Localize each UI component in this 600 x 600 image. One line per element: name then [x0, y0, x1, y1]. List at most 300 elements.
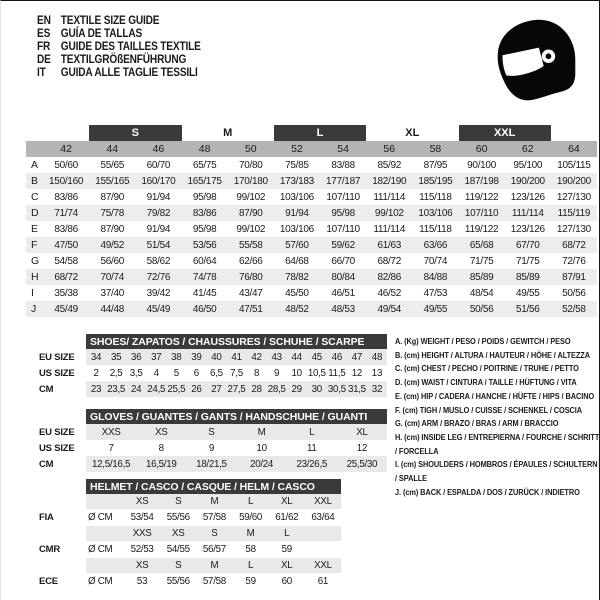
- language-row: [37, 40, 301, 53]
- measurement-key: F: [31, 239, 38, 251]
- textile-value: 103/106: [279, 191, 314, 203]
- legend-item: D. (cm) WAIST / CINTURA / TAILLE / HÜFTUNG / VITA: [395, 377, 577, 388]
- textile-value: 185/195: [418, 175, 453, 187]
- shoes-row-label: CM: [39, 383, 54, 395]
- textile-row: [26, 173, 597, 189]
- shoes-value: 28,5: [267, 383, 286, 395]
- textile-value: 84/88: [423, 271, 448, 283]
- textile-row: [26, 221, 597, 237]
- shoes-size-table: [86, 334, 387, 397]
- helmet-size-header: XL: [281, 496, 293, 507]
- textile-value: 68/72: [54, 271, 78, 283]
- textile-value: 83/86: [54, 191, 78, 203]
- textile-value: 70/74: [423, 255, 448, 267]
- textile-value: 107/110: [464, 207, 499, 219]
- helmet-size-header: L: [248, 560, 254, 571]
- helmet-size-table: [86, 479, 341, 590]
- language-title: GUIDA ALLE TAGLIE TESSILI: [60, 66, 198, 79]
- textile-value: 82/86: [377, 271, 401, 283]
- size-column-header: 44: [106, 143, 119, 155]
- shoes-value: 7,5: [230, 367, 243, 379]
- textile-value: 150/160: [49, 175, 84, 187]
- textile-value: 63/66: [423, 239, 448, 251]
- textile-value: 103/106: [418, 207, 453, 219]
- helmet-size-header: L: [248, 496, 254, 507]
- textile-value: 83/86: [192, 207, 217, 219]
- shoes-value: 39: [191, 351, 202, 363]
- shoes-value: 23,5: [107, 383, 126, 395]
- textile-value: 91/94: [285, 207, 309, 219]
- shoes-value: 40: [211, 351, 222, 363]
- helmet-size-header: M: [246, 528, 255, 539]
- textile-value: 119/122: [464, 223, 499, 235]
- textile-value: 61/63: [377, 239, 401, 251]
- textile-value: 127/130: [556, 191, 591, 203]
- shoes-value: 41: [231, 351, 242, 363]
- helmet-value: 52/53: [130, 544, 154, 555]
- textile-value: 87/90: [100, 191, 124, 203]
- measurement-key: E: [31, 223, 39, 235]
- shoes-value: 37: [151, 351, 162, 363]
- size-column-header: 58: [429, 143, 442, 155]
- gloves-value: 12,5/16,5: [91, 458, 131, 470]
- language-code: EN: [37, 14, 51, 27]
- textile-value: 55/58: [238, 239, 263, 251]
- textile-value: 72/76: [146, 271, 171, 283]
- size-column-header: 50: [244, 143, 257, 155]
- textile-row: [26, 205, 597, 221]
- textile-value: 60/64: [192, 255, 217, 267]
- textile-value: 49/54: [377, 303, 401, 315]
- shoes-value: 36: [131, 351, 142, 363]
- shoes-value: 45: [311, 351, 322, 363]
- shoes-value: 2,5: [109, 367, 123, 379]
- textile-value: 99/102: [374, 207, 404, 219]
- gloves-row-labels: [39, 424, 75, 472]
- legend-item: B. (cm) HEIGHT / ALTURA / HAUTEUR / HÖHE / ALTEZZA: [395, 349, 590, 360]
- textile-value: 45/49: [54, 303, 78, 315]
- textile-value: 111/114: [373, 191, 406, 203]
- measurement-key: G: [31, 255, 40, 267]
- gloves-value: XXS: [101, 426, 121, 438]
- textile-value: 35/38: [54, 287, 78, 299]
- textile-value: 76/80: [238, 271, 263, 283]
- textile-value: 49/52: [100, 239, 124, 251]
- shoes-value: 3,5: [129, 367, 143, 379]
- textile-value: 83/88: [331, 159, 355, 171]
- gloves-value: 25,5/30: [346, 458, 378, 470]
- gloves-us-row: [86, 440, 387, 456]
- textile-value: 58/62: [146, 255, 171, 267]
- measurement-key: I: [31, 287, 34, 299]
- helmet-size-header: S: [211, 528, 218, 539]
- textile-value: 127/130: [556, 223, 591, 235]
- language-title: GUÍA DE TALLAS: [60, 27, 143, 40]
- textile-value: 91/94: [146, 223, 171, 235]
- textile-value: 115/119: [557, 207, 591, 219]
- helmet-standard-ece: ECE: [39, 576, 58, 587]
- textile-value: 190/200: [556, 175, 591, 187]
- textile-value: 87/90: [238, 207, 263, 219]
- helmet-size-header: S: [175, 560, 182, 571]
- shoes-value: 47: [351, 351, 363, 363]
- textile-value: 85/92: [377, 159, 401, 171]
- shoes-value: 46: [331, 351, 342, 363]
- textile-value: 160/170: [141, 175, 176, 187]
- helmet-size-row: [86, 558, 341, 573]
- textile-size-table: [26, 125, 597, 317]
- language-title: GUIDE DES TAILLES TEXTILE: [60, 40, 201, 53]
- shoes-value: 30,5: [327, 383, 346, 395]
- gloves-value: XS: [155, 426, 168, 438]
- shoes-value: 24: [131, 383, 142, 395]
- textile-value: 51/56: [515, 303, 540, 315]
- helmet-size-header: M: [210, 496, 219, 507]
- size-column-header: 52: [291, 143, 303, 155]
- textile-value: 68/72: [377, 255, 401, 267]
- textile-value: 60/70: [146, 159, 171, 171]
- textile-value: 48/52: [285, 303, 309, 315]
- textile-value: 59/62: [331, 239, 355, 251]
- textile-value: 51/54: [146, 239, 171, 251]
- shoes-row-labels: [39, 349, 75, 397]
- textile-row: [26, 237, 597, 253]
- helmet-value: 63/64: [311, 512, 335, 523]
- language-code: IT: [37, 66, 46, 79]
- helmet-value-row: [86, 509, 341, 526]
- textile-value: 65/68: [469, 239, 494, 251]
- gloves-row-label: US SIZE: [39, 442, 75, 454]
- shoes-value: 6,5: [210, 367, 223, 379]
- diameter-unit-label: Ø CM: [88, 544, 113, 555]
- textile-value: 119/122: [464, 191, 499, 203]
- language-code: ES: [37, 27, 51, 40]
- shoes-value: 13: [371, 367, 383, 379]
- size-group-l: L: [274, 125, 366, 141]
- textile-value: 41/45: [192, 287, 217, 299]
- textile-value: 49/55: [515, 287, 540, 299]
- shoes-value: 35: [110, 351, 122, 363]
- shoes-rows: [86, 349, 387, 397]
- textile-value: 57/60: [285, 239, 309, 251]
- helmet-standard-labels: [39, 509, 60, 600]
- textile-value: 103/106: [279, 223, 314, 235]
- helmet-value: 61: [317, 576, 329, 587]
- shoes-value: 48: [371, 351, 383, 363]
- shoes-value: 8: [253, 367, 260, 379]
- gloves-size-table: [86, 409, 387, 472]
- helmet-size-header: S: [175, 496, 182, 507]
- textile-row: [26, 189, 597, 205]
- shoes-value: 34: [90, 351, 102, 363]
- textile-value: 85/89: [469, 271, 494, 283]
- helmet-value-row: [86, 573, 341, 590]
- helmet-value: 57/58: [202, 512, 226, 523]
- textile-value: 87/95: [423, 159, 448, 171]
- size-group-header-row: [26, 125, 597, 141]
- helmet-size-header: L: [284, 528, 290, 539]
- textile-value: 91/94: [146, 191, 171, 203]
- textile-value: 123/126: [510, 223, 545, 235]
- shoes-row-label: US SIZE: [39, 367, 75, 379]
- legend-item: E. (cm) HIP / CADERA / HANCHE / HÜFTE / HIPS / BACINO: [395, 390, 595, 401]
- textile-value: 48/54: [469, 287, 494, 299]
- shoes-value: 44: [291, 351, 302, 363]
- legend-item: J. (cm) BACK / ESPALDA / DOS / ZURÜCK / INDIETRO: [395, 486, 580, 497]
- textile-value: 107/110: [326, 223, 360, 235]
- textile-value: 52/58: [562, 303, 586, 315]
- legend-item: H. (cm) INSIDE LEG / ENTREPIERNA / FOURCHE / SCHRITT / FORCELLA: [395, 431, 600, 456]
- textile-value: 43/47: [238, 287, 263, 299]
- helmet-size-header: XS: [135, 560, 149, 571]
- textile-value: 66/70: [331, 255, 355, 267]
- gloves-value: 7: [108, 442, 114, 454]
- size-column-header: 64: [568, 143, 580, 155]
- shoes-value: 30: [311, 383, 322, 395]
- textile-value: 87/91: [562, 271, 586, 283]
- shoes-value: 26: [191, 383, 202, 395]
- size-column-header: 62: [521, 143, 534, 155]
- textile-value: 83/86: [54, 223, 78, 235]
- helmet-value: 53: [136, 576, 148, 587]
- shoes-eu-row: [86, 349, 387, 365]
- gloves-value: 9: [208, 442, 214, 454]
- textile-value: 45/49: [146, 303, 171, 315]
- textile-value: 79/82: [146, 207, 171, 219]
- legend-item: I. (cm) SHOULDERS / HOMBROS / ÉPAULES / SCHULTERN / SPALLE: [395, 459, 598, 484]
- gloves-value: 12: [356, 442, 368, 454]
- shoes-cm-row: [86, 381, 387, 397]
- helmet-value: 54/55: [166, 544, 190, 555]
- textile-value: 64/68: [285, 255, 309, 267]
- helmet-size-header: XS: [172, 528, 185, 539]
- textile-value: 67/70: [515, 239, 540, 251]
- textile-value: 70/80: [238, 159, 263, 171]
- gloves-value: 18/21,5: [196, 458, 227, 470]
- legend-item: C. (cm) CHEST / PECHO / POITRINE / TRUHE / PETTO: [395, 363, 579, 374]
- textile-value: 70/74: [100, 271, 124, 283]
- helmet-value: 55/56: [166, 512, 190, 523]
- size-column-header: 46: [152, 143, 165, 155]
- textile-value: 74/78: [192, 271, 217, 283]
- size-group-xl: XL: [405, 127, 420, 139]
- textile-value: 115/118: [419, 223, 452, 235]
- textile-value: 95/98: [192, 191, 217, 203]
- measurement-key: J: [31, 303, 37, 315]
- textile-value: 71/75: [469, 255, 494, 267]
- gloves-row-label: CM: [39, 458, 54, 470]
- gloves-value: 20/24: [250, 458, 274, 470]
- helmet-size-row: [86, 494, 341, 509]
- helmet-value: 53/54: [130, 512, 154, 523]
- textile-value: 47/53: [423, 287, 448, 299]
- gloves-cm-row: [86, 456, 387, 472]
- size-column-header: 56: [383, 143, 396, 155]
- measurement-key: D: [31, 207, 39, 219]
- gloves-value: 11: [306, 442, 317, 454]
- size-group-m: M: [223, 127, 233, 139]
- textile-value: 39/42: [146, 287, 171, 299]
- shoes-value: 42: [251, 351, 262, 363]
- helmet-value: 55/56: [166, 576, 190, 587]
- textile-value: 62/66: [238, 255, 263, 267]
- shoes-value: 11,5: [328, 367, 346, 379]
- language-row: [37, 27, 301, 40]
- gloves-rows: [86, 424, 387, 472]
- helmet-table-title: HELMET / CASCO / CASQUE / HELM / CASCO: [86, 479, 341, 494]
- helmet-size-header: XXS: [132, 528, 152, 539]
- language-title: TEXTILGRÖßENFÜHRUNG: [60, 53, 187, 66]
- shoes-value: 6: [193, 367, 199, 379]
- helmet-value: 56/57: [202, 544, 226, 555]
- textile-value: 46/52: [377, 287, 401, 299]
- gloves-eu-row: [86, 424, 387, 440]
- textile-value: 123/126: [510, 191, 545, 203]
- shoes-value: 9: [274, 367, 280, 379]
- textile-value: 190/200: [510, 175, 545, 187]
- textile-value: 111/114: [511, 207, 544, 219]
- gloves-value: S: [208, 426, 215, 438]
- textile-value: 50/56: [562, 287, 586, 299]
- textile-value: 182/190: [372, 175, 407, 187]
- textile-value: 46/51: [331, 287, 355, 299]
- helmet-value-row: [86, 541, 341, 558]
- shoes-value: 29: [291, 383, 302, 395]
- shoes-value: 10,5: [307, 367, 326, 379]
- textile-value: 115/118: [419, 191, 452, 203]
- helmet-icon: [488, 16, 584, 108]
- textile-value: 37/40: [100, 287, 124, 299]
- size-column-header: 42: [60, 143, 72, 155]
- textile-value: 187/198: [464, 175, 499, 187]
- textile-value: 155/165: [95, 175, 130, 187]
- textile-value: 78/82: [285, 271, 309, 283]
- textile-value: 56/60: [100, 255, 124, 267]
- textile-value: 53/56: [192, 239, 217, 251]
- shoes-value: 2: [93, 367, 99, 379]
- helmet-value: 57/58: [202, 576, 226, 587]
- size-group-xxl: XXL: [459, 125, 551, 141]
- language-title-list: [37, 14, 301, 79]
- textile-value: 72/76: [562, 255, 586, 267]
- legend-item: G. (cm) ARM / BRAZO / BRAS / ARM / BRACCIO: [395, 418, 559, 429]
- size-number-row: [26, 141, 597, 157]
- helmet-value: 61/62: [275, 512, 299, 523]
- language-row: [37, 66, 301, 79]
- shoes-value: 23: [90, 383, 102, 395]
- shoes-value: 5: [173, 367, 179, 379]
- helmet-value: 59: [281, 544, 292, 555]
- textile-value: 95/98: [192, 223, 217, 235]
- shoes-value: 12: [351, 367, 363, 379]
- textile-value: 75/78: [100, 207, 124, 219]
- textile-measurement-rows: [26, 157, 597, 317]
- shoes-value: 31,5: [347, 383, 366, 395]
- helmet-size-header: XXL: [314, 496, 332, 507]
- gloves-row-label: EU SIZE: [39, 426, 75, 438]
- helmet-value: 58: [245, 544, 256, 555]
- textile-value: 44/48: [100, 303, 124, 315]
- helmet-size-header: M: [210, 560, 219, 571]
- size-group-s: S: [89, 125, 181, 141]
- textile-row: [26, 269, 597, 285]
- gloves-value: L: [309, 426, 315, 438]
- helmet-size-header: XXL: [314, 560, 332, 571]
- visor-pivot-inner: [546, 53, 552, 59]
- shoes-us-row: [86, 365, 387, 381]
- gloves-table-title: GLOVES / GUANTES / GANTS / HANDSCHUHE / GUANTI: [86, 409, 387, 424]
- textile-value: 49/55: [423, 303, 448, 315]
- size-column-header: 54: [337, 143, 349, 155]
- textile-value: 50/60: [54, 159, 78, 171]
- shoes-value: 27,5: [227, 383, 246, 395]
- textile-value: 87/90: [100, 223, 124, 235]
- shoes-value: 25,5: [167, 383, 186, 395]
- textile-value: 47/51: [238, 303, 263, 315]
- textile-value: 105/115: [557, 159, 591, 171]
- legend-item: A. (Kg) WEIGHT / PESO / POIDS / GEWITCH / PESO: [395, 336, 571, 346]
- language-code: FR: [37, 40, 51, 53]
- textile-value: 99/102: [236, 191, 266, 203]
- shoes-value: 28: [251, 383, 262, 395]
- gloves-value: M: [257, 426, 266, 438]
- helmet-standard-fia: FIA: [39, 512, 54, 523]
- textile-value: 107/110: [326, 191, 360, 203]
- shoes-value: 43: [271, 351, 282, 363]
- gloves-value: 10: [256, 442, 267, 454]
- measurement-key: B: [31, 175, 39, 187]
- shoes-value: 10: [291, 367, 302, 379]
- textile-value: 165/175: [187, 175, 222, 187]
- textile-value: 65/75: [192, 159, 217, 171]
- textile-value: 55/65: [100, 159, 124, 171]
- shoes-row-label: EU SIZE: [39, 351, 75, 363]
- textile-value: 95/100: [513, 159, 543, 171]
- helmet-size-header: XL: [281, 560, 293, 571]
- gloves-value: 8: [158, 442, 164, 454]
- gloves-value: XL: [356, 426, 368, 438]
- shoes-value: 27: [211, 383, 222, 395]
- textile-row: [26, 157, 597, 173]
- textile-value: 68/72: [562, 239, 586, 251]
- textile-value: 45/50: [285, 287, 309, 299]
- shoes-value: 38: [171, 351, 182, 363]
- measurement-key: C: [31, 191, 39, 203]
- textile-value: 177/187: [326, 175, 361, 187]
- textile-value: 85/89: [515, 271, 540, 283]
- textile-value: 71/74: [54, 207, 78, 219]
- textile-value: 75/85: [285, 159, 309, 171]
- diameter-unit-label: Ø CM: [88, 512, 113, 523]
- language-row: [37, 53, 301, 66]
- helmet-standard-cmr: CMR: [39, 544, 61, 555]
- textile-value: 54/58: [54, 255, 78, 267]
- size-column-header: 60: [475, 143, 488, 155]
- textile-value: 95/98: [331, 207, 355, 219]
- measurement-key: H: [31, 271, 39, 283]
- textile-row: [26, 253, 597, 269]
- textile-value: 47/50: [54, 239, 78, 251]
- shoes-value: 24,5: [147, 383, 166, 395]
- textile-value: 80/84: [331, 271, 355, 283]
- language-title: TEXTILE SIZE GUIDE: [60, 14, 160, 27]
- helmet-value: 59: [245, 576, 256, 587]
- diameter-unit-label: Ø CM: [88, 576, 113, 587]
- shoes-value: 4: [153, 367, 159, 379]
- textile-value: 99/102: [236, 223, 266, 235]
- textile-value: 170/180: [233, 175, 268, 187]
- language-code: DE: [37, 53, 51, 66]
